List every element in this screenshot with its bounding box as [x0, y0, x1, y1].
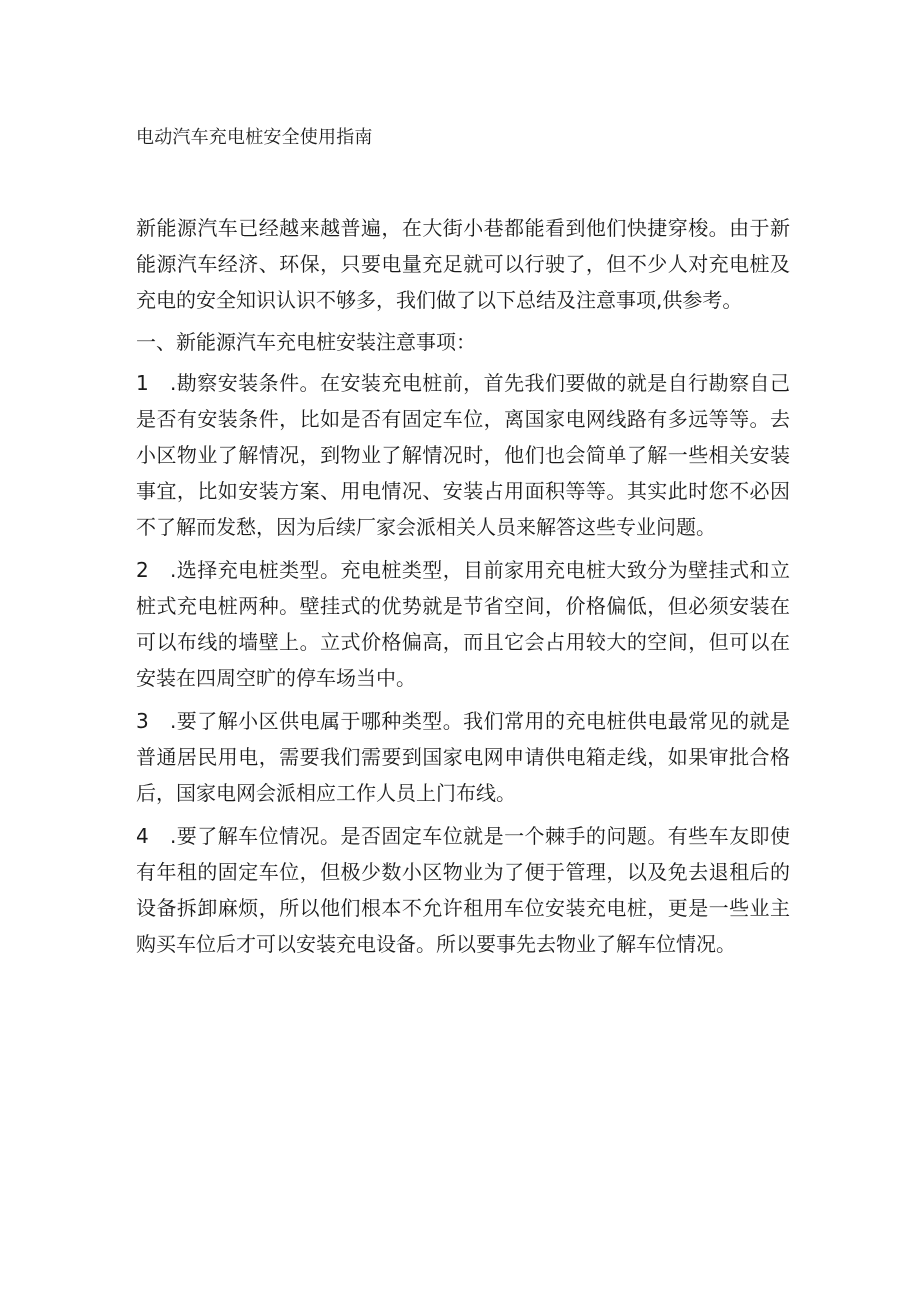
item-number: 2 [136, 558, 149, 582]
list-item [136, 365, 790, 545]
document-title: 电动汽车充电桩安全使用指南 [136, 127, 373, 148]
section-heading: 一、新能源汽车充电桩安装注意事项： [136, 330, 476, 354]
item-text: .要了解小区供电属于哪种类型。我们常用的充电桩供电最常见的就是普通居民用电，需要我们需要到国家电网申请供电箱走线，如果审批合格后，国家电网会派相应工作人员上门布线。 [136, 709, 790, 805]
item-number: 1 [136, 371, 149, 395]
intro-paragraph: 新能源汽车已经越来越普遍，在大街小巷都能看到他们快捷穿梭。由于新能源汽车经济、环保，只要电量充足就可以行驶了，但不少人对充电桩及充电的安全知识认识不够多，我们做了以下总结及注意事项,供参考。 [136, 216, 790, 312]
list-item [136, 818, 790, 962]
item-number: 3 [136, 709, 149, 733]
item-text: .勘察安装条件。在安装充电桩前，首先我们要做的就是自行勘察自己是否有安装条件，比如是否有固定车位，离国家电网线路有多远等等。去小区物业了解情况，到物业了解情况时，他们也会简单了解一些相关安装事宜，比如安装方案、用电情况、安装占用面积等等。其实此时您不必因不了解而发愁，因为后续厂家会派相关人员来解答这些专业问题。 [136, 371, 790, 539]
item-text: .要了解车位情况。是否固定车位就是一个棘手的问题。有些车友即使有年租的固定车位，但极少数小区物业为了便于管理，以及免去退租后的设备拆卸麻烦，所以他们根本不允许租用车位安装充电桩，更是一些业主购买车位后才可以安装充电设备。所以要事先去物业了解车位情况。 [136, 824, 790, 956]
item-number: 4 [136, 824, 149, 848]
list-item [136, 552, 790, 696]
document-body [136, 210, 790, 969]
list-item [136, 703, 790, 811]
item-text: .选择充电桩类型。充电桩类型，目前家用充电桩大致分为壁挂式和立桩式充电桩两种。壁挂式的优势就是节省空间，价格偏低，但必须安装在可以布线的墙壁上。立式价格偏高，而且它会占用较大的空间，但可以在安装在四周空旷的停车场当中。 [136, 558, 790, 690]
